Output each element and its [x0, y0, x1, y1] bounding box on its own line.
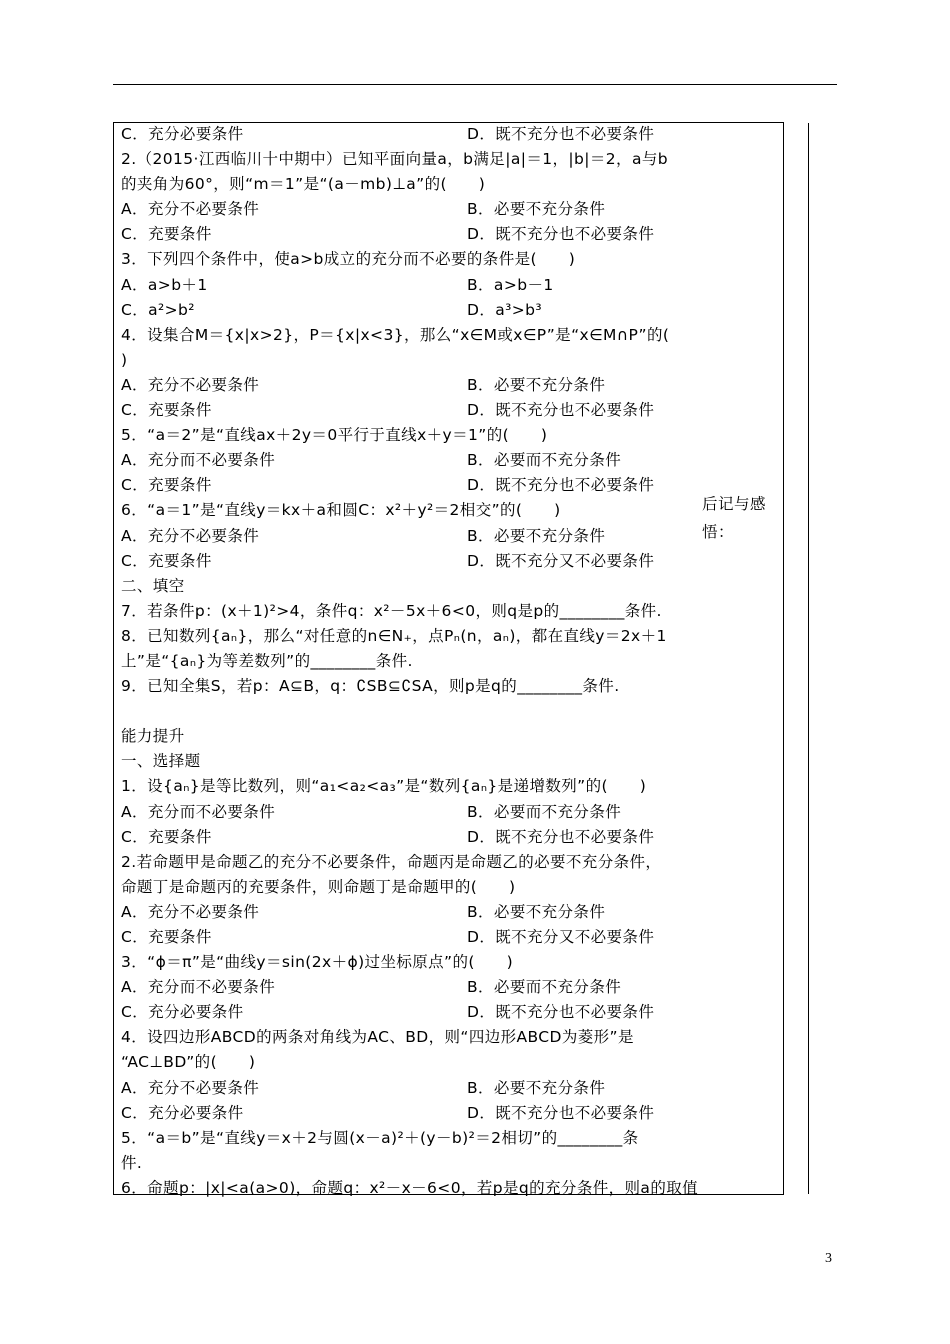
option-right: D．a³>b³	[467, 300, 542, 319]
blank-line	[121, 699, 797, 724]
column-divider	[808, 123, 809, 1194]
text-line: 的夹角为60°，则“m＝1”是“(a－mb)⊥a”的( )	[121, 175, 486, 194]
option-left: A．充分不必要条件	[121, 200, 260, 219]
option-row	[121, 448, 797, 473]
text-line: 3．“ϕ＝π”是“曲线y＝sin(2x＋ϕ)过坐标原点”的( )	[121, 953, 514, 972]
text-line: 7．若条件p：(x＋1)²>4，条件q：x²－5x＋6<0，则q是p的________条件.	[121, 601, 662, 620]
option-row	[121, 1101, 797, 1126]
option-left: C．充要条件	[121, 225, 212, 244]
option-right: D．既不充分也不必要条件	[467, 1103, 655, 1122]
text-line: )	[121, 350, 128, 369]
option-right: B．a>b－1	[467, 275, 554, 294]
option-row	[121, 197, 797, 222]
option-right: D．既不充分也不必要条件	[467, 225, 655, 244]
option-left: C．充要条件	[121, 827, 212, 846]
option-row	[121, 900, 797, 925]
text-line: 1．设{aₙ}是等比数列，则“a₁<a₂<a₃”是“数列{aₙ}是递增数列”的( )	[121, 777, 647, 796]
option-row	[121, 473, 797, 498]
option-left: A．a>b＋1	[121, 275, 208, 294]
option-left: C．充分必要条件	[121, 1103, 244, 1122]
option-left: C．充要条件	[121, 401, 212, 420]
option-right: D．既不充分又不必要条件	[467, 928, 655, 946]
text-line: 9．已知全集S，若p：A⊆B，q：∁SB⊆∁SA，则p是q的________条件.	[121, 677, 620, 696]
option-right: B．必要不充分条件	[467, 526, 606, 545]
text-line: 6．“a＝1”是“直线y＝kx＋a和圆C：x²＋y²＝2相交”的( )	[121, 501, 561, 520]
option-row	[121, 398, 797, 423]
option-right: D．既不充分又不必要条件	[467, 551, 655, 570]
option-right: D．既不充分也不必要条件	[467, 125, 655, 143]
option-left: A．充分而不必要条件	[121, 802, 276, 821]
text-line: 件.	[121, 1153, 143, 1172]
option-row	[121, 122, 797, 147]
text-line: 2.（2015·江西临川十中期中）已知平面向量a，b满足|a|＝1，|b|＝2，a与b	[121, 150, 668, 169]
text-line: 4．设集合M＝{x|x>2}，P＝{x|x<3}，那么“x∈M或x∈P”是“x∈M∩P”的(	[121, 325, 670, 344]
text-line: 8．已知数列{aₙ}，那么“对任意的n∈N₊，点Pₙ(n，aₙ)，都在直线y＝2x＋1	[121, 626, 667, 645]
option-left: C．充要条件	[121, 928, 212, 946]
option-left: C．充要条件	[121, 476, 212, 495]
option-row	[121, 800, 797, 825]
text-line: 上”是“{aₙ}为等差数列”的________条件.	[121, 651, 413, 670]
text-line: 命题丁是命题丙的充要条件，则命题丁是命题甲的( )	[121, 877, 516, 896]
option-left: C．a²>b²	[121, 300, 195, 319]
option-left: A．充分而不必要条件	[121, 978, 276, 997]
text-line: 5．“a＝2”是“直线ax＋2y＝0平行于直线x＋y＝1”的( )	[121, 426, 548, 445]
option-right: B．必要不充分条件	[467, 375, 606, 394]
side-note-line-2: 悟：	[702, 523, 735, 541]
option-left: A．充分不必要条件	[121, 1078, 260, 1097]
option-left: C．充要条件	[121, 551, 212, 570]
text-line: 3．下列四个条件中，使a>b成立的充分而不必要的条件是( )	[121, 250, 576, 269]
option-row	[121, 222, 797, 247]
option-row	[121, 925, 797, 950]
option-right: B．必要不充分条件	[467, 902, 606, 921]
option-right: B．必要不充分条件	[467, 200, 606, 219]
side-note-cell	[702, 490, 784, 546]
header-rule	[113, 84, 837, 85]
option-right: D．既不充分也不必要条件	[467, 827, 655, 846]
option-row	[121, 549, 797, 574]
text-line: 2.若命题甲是命题乙的充分不必要条件，命题丙是命题乙的必要不充分条件，	[121, 852, 662, 871]
option-row	[121, 825, 797, 850]
option-left: A．充分而不必要条件	[121, 451, 276, 470]
text-line: 5．“a＝b”是“直线y＝x＋2与圆(x－a)²＋(y－b)²＝2相切”的________条	[121, 1128, 639, 1147]
text-line: 一、选择题	[121, 752, 201, 771]
option-row	[121, 975, 797, 1000]
option-right: D．既不充分也不必要条件	[467, 476, 655, 495]
worksheet-table	[113, 122, 784, 1195]
option-right: B．必要不充分条件	[467, 1078, 606, 1097]
text-line: 二、填空	[121, 576, 185, 595]
option-row	[121, 273, 797, 298]
page-number: 3	[825, 1251, 832, 1266]
option-row	[121, 298, 797, 323]
option-row	[121, 524, 797, 549]
option-row	[121, 1076, 797, 1101]
option-row	[121, 1000, 797, 1025]
option-right: B．必要而不充分条件	[467, 451, 622, 470]
option-right: D．既不充分也不必要条件	[467, 1003, 655, 1022]
text-line: 6．命题p：|x|<a(a>0)，命题q：x²－x－6<0，若p是q的充分条件，则a的取值	[121, 1178, 699, 1197]
text-line: 4．设四边形ABCD的两条对角线为AC、BD，则“四边形ABCD为菱形”是	[121, 1028, 634, 1047]
option-left: C．充分必要条件	[121, 125, 244, 143]
option-left: C．充分必要条件	[121, 1003, 244, 1022]
option-left: A．充分不必要条件	[121, 902, 260, 921]
text-line: 能力提升	[121, 727, 185, 746]
option-right: B．必要而不充分条件	[467, 978, 622, 997]
option-left: A．充分不必要条件	[121, 375, 260, 394]
exercise-content	[121, 122, 797, 1201]
option-left: A．充分不必要条件	[121, 526, 260, 545]
text-line: “AC⊥BD”的( )	[121, 1053, 256, 1072]
option-right: D．既不充分也不必要条件	[467, 401, 655, 420]
side-note-line-1: 后记与感	[702, 495, 767, 513]
option-right: B．必要而不充分条件	[467, 802, 622, 821]
option-row	[121, 373, 797, 398]
